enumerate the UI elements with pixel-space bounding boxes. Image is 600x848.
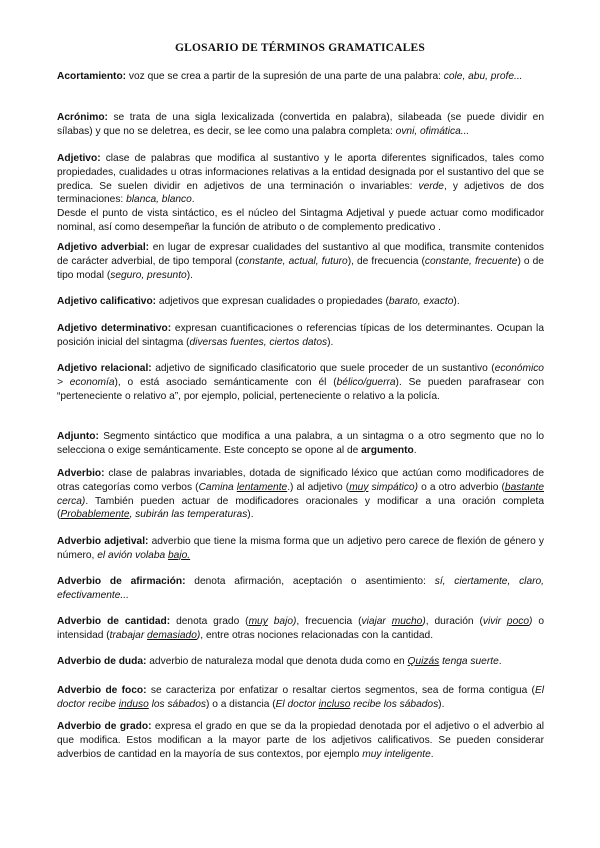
entry-adjunto: Adjunto: Segmento sintáctico que modifica a una palabra, a un sintagma o a otro segmento que no lo selecciona o exige semánticamente. Este concepto se opone al de argumento. xyxy=(57,431,544,456)
entry-adjetivo-relacional: Adjetivo relacional: adjetivo de significado clasificatorio que suele proceder de un sustantivo (económico > economía), o está asociado semánticamente con él (bélico/guerra). Se pueden parafrasear con “perteneciente o relativo a”, por ejemplo, policial, perteneciente o relativo a la policía. xyxy=(57,363,545,402)
entry-term: Adverbio de cantidad: xyxy=(57,616,171,627)
entry-adjetivo: Adjetivo: clase de palabras que modifica al sustantivo y le aporta diferentes significados, tales como propiedades, cualidades u otras informaciones relativas a la entidad designada por el sustantivo del que se predica. Se suelen dividir en adjetivos de una terminación o invariables: verde, y adjetivos de dos terminaciones: blanca, blanco. Desde el punto de vista sintáctico, es el núcleo del Sintagma Adjetival y puede actuar como modificador nominal, así como desempeñar la función de atributo o de complemento predicativo . xyxy=(57,153,544,233)
entry-term: Adjetivo: xyxy=(57,153,101,164)
entry-term: Adjunto: xyxy=(57,431,99,442)
entry-adverbio-foco: Adverbio de foco: se caracteriza por enfatizar o resaltar ciertos segmentos, sea de forma contigua (El doctor recibe induso los sábados) o a distancia (El doctor incluso recibe los sábados). xyxy=(57,685,545,710)
entry-term: Acrónimo: xyxy=(57,112,108,123)
entry-term: Adverbio de afirmación: xyxy=(57,576,186,587)
entry-adverbio: Adverbio: clase de palabras invariables, dotada de significado léxico que actúan como modificadores de otras categorías como verbos (Camina lentamente.) al adjetivo (muy simpático) o a otro adverbio (bastante cerca). También pueden actuar de modificadores oracionales y modificar a una oración completa (Probablemente, subirán las temperaturas). xyxy=(57,468,544,521)
entry-term: Adverbio: xyxy=(57,468,105,479)
entry-adverbio-cantidad: Adverbio de cantidad: denota grado (muy bajo), frecuencia (viajar mucho), duración (vivir poco) o intensidad (trabajar demasiado), entre otras nociones relacionadas con la cantidad. xyxy=(57,616,545,641)
entry-term: Adverbio adjetival: xyxy=(57,536,149,547)
entry-term: Adverbio de grado: xyxy=(57,721,152,732)
entry-term: Adjetivo calificativo: xyxy=(57,296,157,307)
entry-continuation: Desde el punto de vista sintáctico, es el núcleo del Sintagma Adjetival y puede actuar como modificador nominal, así como desempeñar la función de atributo o de complemento predicativo . xyxy=(57,208,544,233)
entry-acortamiento: Acortamiento: voz que se crea a partir de la supresión de una parte de una palabra: cole, abu, profe... xyxy=(57,71,523,82)
entry-acronimo: Acrónimo: se trata de una sigla lexicalizada (convertida en palabra), silabeada (se puede dividir en sílabas) y que no se deletrea, es decir, se lee como una palabra completa: ovni, ofimática... xyxy=(57,112,544,137)
entry-term: Adverbio de duda: xyxy=(57,656,147,667)
entry-adverbio-adjetival: Adverbio adjetival: adverbio que tiene la misma forma que un adjetivo pero carece de flexión de género y número, el avión volaba bajo. xyxy=(57,536,544,561)
entry-adjetivo-determinativo: Adjetivo determinativo: expresan cuantificaciones o referencias típicas de los determinantes. Ocupan la posición inicial del sintagma (diversas fuentes, ciertos datos). xyxy=(57,323,544,348)
page-title: GLOSARIO DE TÉRMINOS GRAMATICALES xyxy=(175,42,425,54)
entry-adverbio-duda: Adverbio de duda: adverbio de naturaleza modal que denota duda como en Quizás tenga suerte. xyxy=(57,656,502,667)
entry-term: Adjetivo relacional: xyxy=(57,363,152,374)
entry-adverbio-afirmacion: Adverbio de afirmación: denota afirmación, aceptación o asentimiento: sí, ciertamente, claro, efectivamente... xyxy=(57,576,544,601)
entry-term: Adjetivo determinativo: xyxy=(57,323,172,334)
entry-adjetivo-adverbial: Adjetivo adverbial: en lugar de expresar cualidades del sustantivo al que modifica, transmite contenidos de carácter adverbial, de tipo temporal (constante, actual, futuro), de frecuencia (constante, frecuente) o de tipo modal (seguro, presunto). xyxy=(57,242,544,281)
entry-term: Adverbio de foco: xyxy=(57,685,147,696)
entry-adjetivo-calificativo: Adjetivo calificativo: adjetivos que expresan cualidades o propiedades (barato, exacto). xyxy=(57,296,460,307)
entry-term: Adjetivo adverbial: xyxy=(57,242,150,253)
entry-adverbio-grado: Adverbio de grado: expresa el grado en que se da la propiedad denotada por el adjetivo o el adverbio al que modifica. Estos modifican a la mayor parte de los adjetivos calificativos. Se pueden considerar adverbios de cantidad en la mayoría de sus contextos, por ejemplo muy inteligente. xyxy=(57,721,544,760)
entry-term: Acortamiento: xyxy=(57,71,127,82)
